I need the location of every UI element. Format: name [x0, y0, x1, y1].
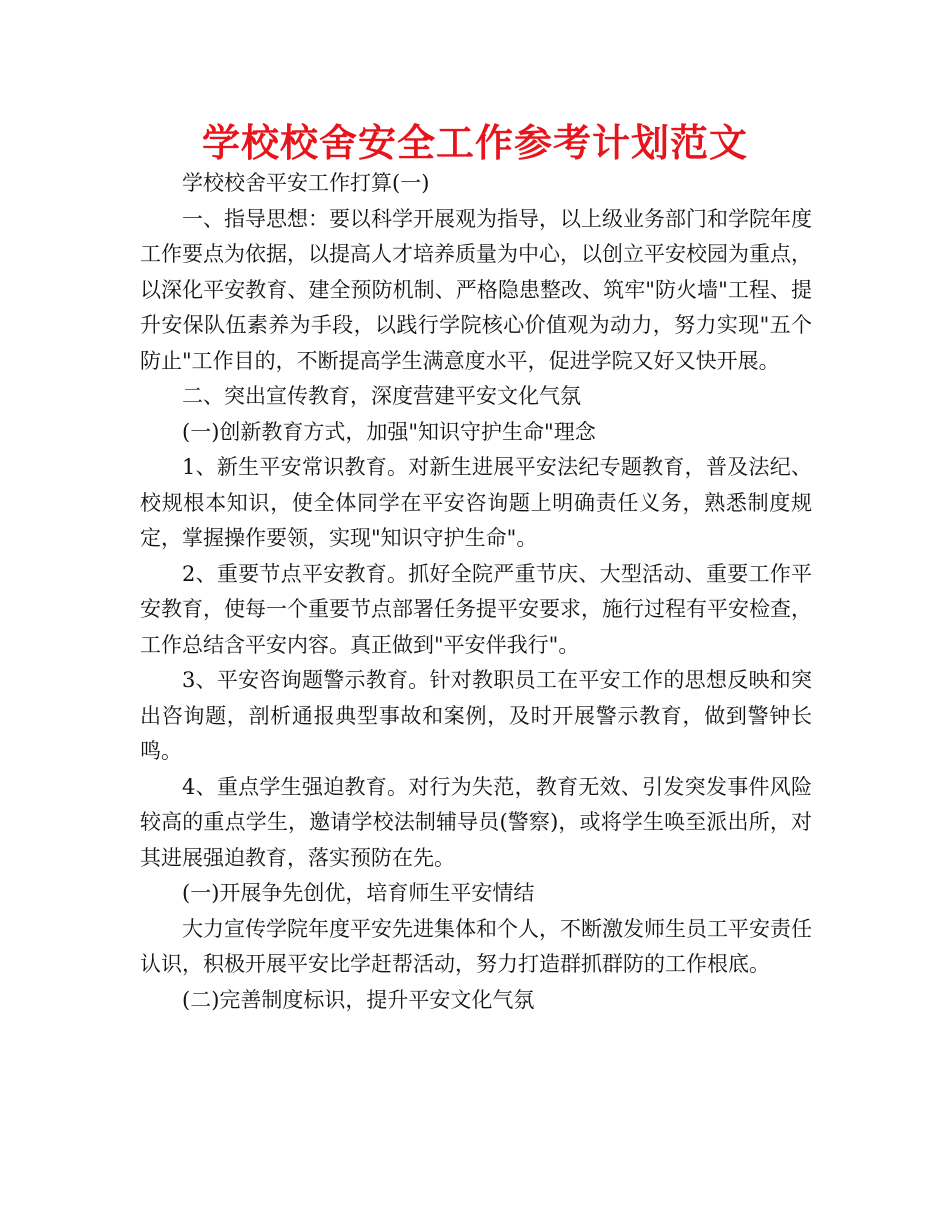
paragraph-subsection-heading: (一)创新教育方式，加强"知识守护生命"理念: [182, 419, 596, 444]
paragraph-body: 大力宣传学院年度平安先进集体和个人，不断激发师生员工平安责任认识，积极开展平安比学赶帮活动，努力打造群抓群防的工作根底。: [140, 916, 812, 976]
paragraph-item-1: 1、新生平安常识教育。对新生进展平安法纪专题教育，普及法纪、校规根本知识，使全体同学在平安咨询题上明确责任义务，熟悉制度规定，掌握操作要领，实现"知识守护生命"。: [140, 455, 812, 550]
paragraph-section-2-heading: 二、突出宣传教育，深度营建平安文化气氛: [182, 384, 581, 408]
paragraph-item-3: 3、平安咨询题警示教育。针对教职员工在平安工作的思想反映和突出咨询题，剖析通报典型事故和案例，及时开展警示教育，做到警钟长鸣。: [140, 668, 812, 763]
paragraph-item-2: 2、重要节点平安教育。抓好全院严重节庆、大型活动、重要工作平安教育，使每一个重要节点部署任务提平安要求，施行过程有平安检查，工作总结含平安内容。真正做到"平安伴我行"。: [140, 561, 812, 657]
paragraph-subsection-heading: (二)完善制度标识，提升平安文化气氛: [182, 987, 535, 1012]
paragraph-subtitle: 学校校舍平安工作打算(一): [182, 171, 430, 195]
paragraph-item-4: 4、重点学生强迫教育。对行为失范，教育无效、引发突发事件风险较高的重点学生，邀请学校法制辅导员(警察)，或将学生唤至派出所，对其进展强迫教育，落实预防在先。: [140, 774, 812, 870]
document-title: 学校校舍安全工作参考计划范文: [201, 121, 748, 165]
paragraph-guiding-ideology: 一、指导思想：要以科学开展观为指导，以上级业务部门和学院年度工作要点为依据，以提高人才培养质量为中心，以创立平安校园为重点，以深化平安教育、建全预防机制、严格隐患整改、筑牢"防火墙"工程、提升安保队伍素养为手段，以践行学院核心价值观为动力，努力实现"五个防止"工作目的，不断提高学生满意度水平，促进学院又好又快开展。: [140, 206, 812, 373]
document-body: [140, 166, 812, 1018]
paragraph-subsection-heading: (一)开展争先创优，培育师生平安情结: [182, 881, 535, 905]
